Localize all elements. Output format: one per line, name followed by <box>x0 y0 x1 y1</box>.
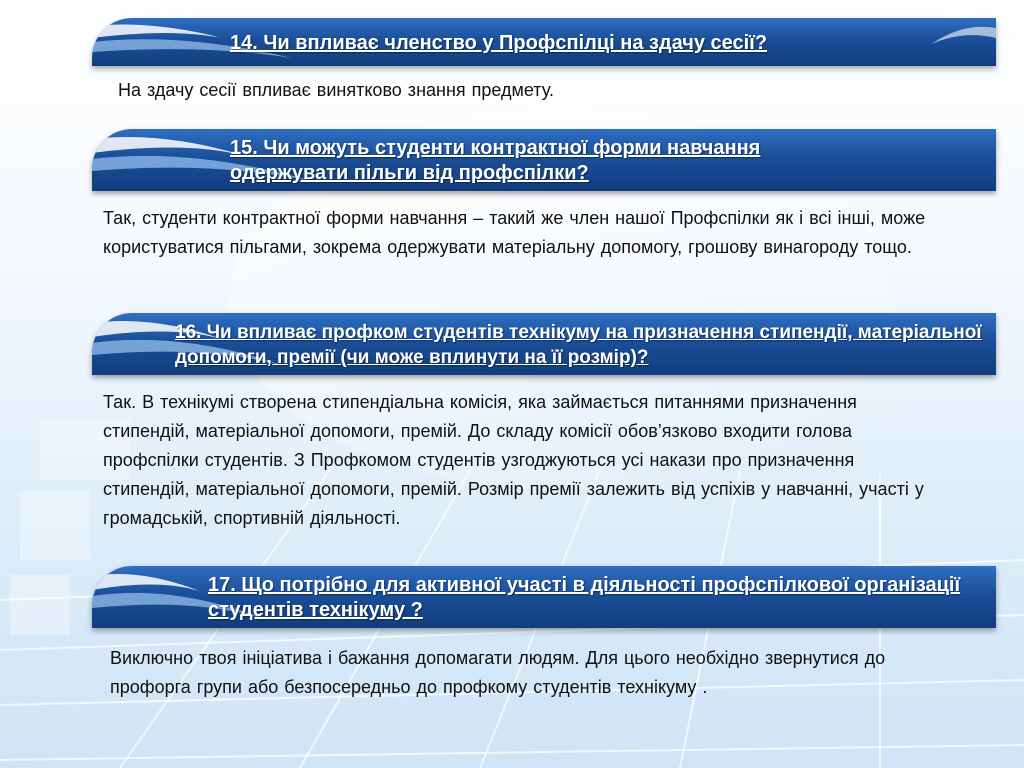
answer-14-text: На здачу сесії впливає винятково знання предмету. <box>118 80 554 100</box>
question-banner-15 <box>92 129 996 191</box>
question-banner-14 <box>92 18 996 66</box>
question-banner-17 <box>92 566 996 628</box>
answer-15-text: Так, студенти контрактної форми навчання – такий же член нашої Профспілки як і всі інші, може користуватися пільгами, зокрема одержувати матеріальну допомогу, грошову винагороду тощо. <box>103 208 926 257</box>
question-banner-16 <box>92 313 996 375</box>
question-14-text: 14. Чи впливає членство у Профспілці на здачу сесії? <box>230 32 768 54</box>
swoosh-decoration-right <box>876 18 996 66</box>
question-16-text: 16. Чи впливає профком студентів технікуму на призначення стипендії, матеріальної допомоги, премії (чи може вплинути на її розмір)? <box>175 322 982 368</box>
question-15-text: 15. Чи можуть студенти контрактної форми навчання одержувати пільги від профспілки? <box>230 137 761 184</box>
answer-17-text: Виключно твоя ініціатива і бажання допомагати людям. Для цього необхідно звернутися до профорга групи або безпосередньо до профкому студентів технікуму . <box>110 648 886 697</box>
question-17-text: 17. Що потрібно для активної участі в діяльності профспілкової організації студентів технікуму ? <box>208 574 961 621</box>
answer-16-text: Так. В технікумі створена стипендіальна комісія, яка займається питаннями призначення стипендій, матеріальної допомоги, премій. До складу комісії обов’язково входити голова профспілки студентів. З Профкомом студентів узгоджуються усі накази про призначення стипендій, матеріальної допомоги, премій. Розмір премії залежить від успіхів у навчанні, участі у громадській, спортивній діяльності. <box>103 392 924 528</box>
